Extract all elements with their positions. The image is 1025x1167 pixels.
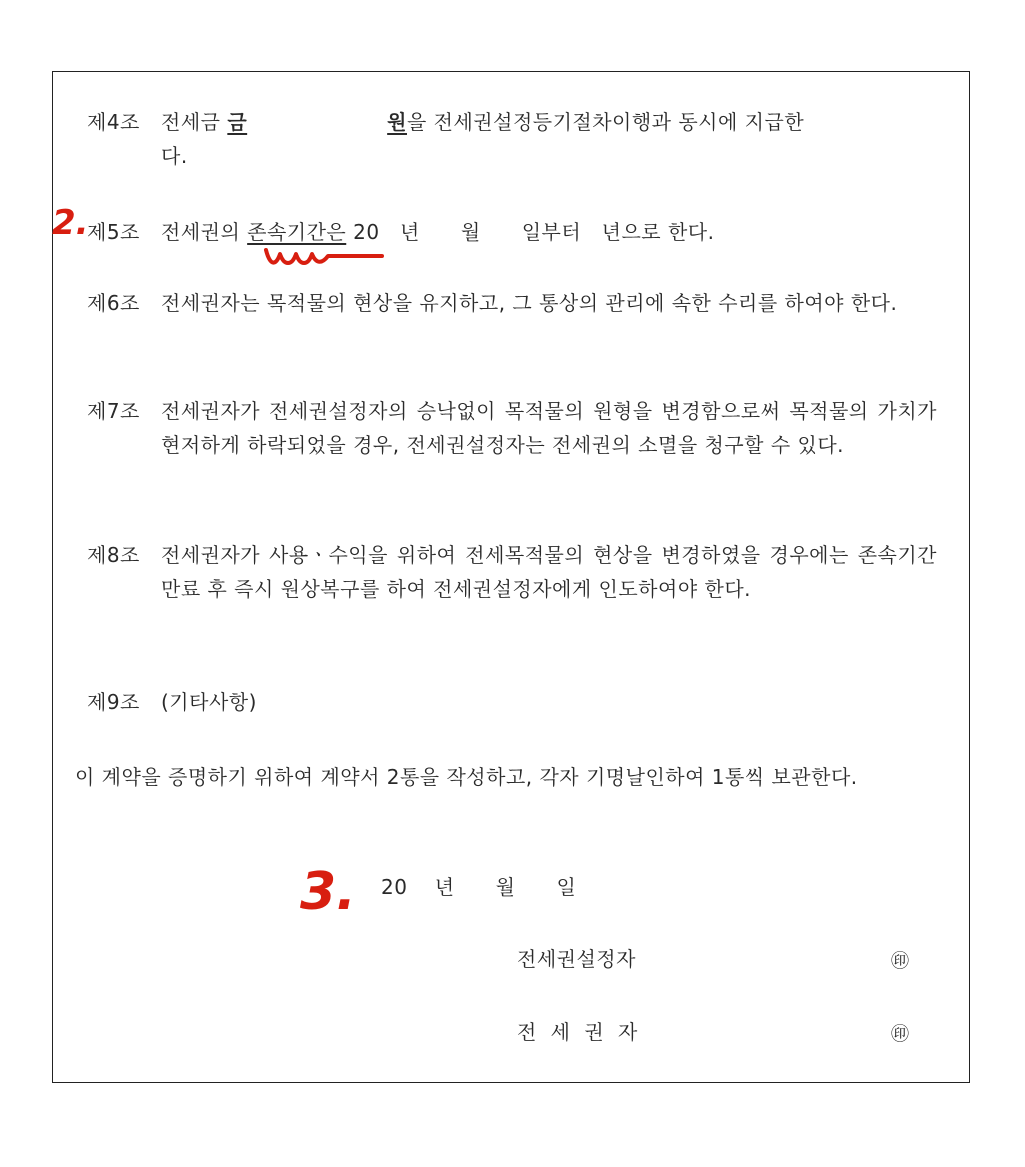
article-9-text: (기타사항) — [161, 690, 257, 714]
article-9-number: 제9조 — [87, 690, 140, 714]
closing-statement: 이 계약을 증명하기 위하여 계약서 2통을 작성하고, 각자 기명날인하여 1통씩 보관한다. — [75, 765, 858, 789]
article-5-lead: 전세권의 — [161, 220, 241, 244]
squiggle-underline — [262, 244, 392, 274]
annotation-mark-2: 2. — [52, 203, 89, 243]
article-4-number: 제4조 — [87, 110, 140, 134]
article-4-wrap: 다. — [161, 144, 188, 168]
lease-term-label: 존속기간은 — [247, 220, 347, 244]
article-4-lead: 전세금 — [161, 110, 221, 134]
annotation-mark-3: 3. — [300, 862, 356, 922]
article-6-text: 전세권자는 목적물의 현상을 유지하고, 그 통상의 관리에 속한 수리를 하여야 한다. — [161, 291, 898, 315]
grantee-label: 전 세 권 자 — [517, 1020, 642, 1044]
grantor-seal-mark: ㊞ — [891, 951, 909, 972]
contract-page — [52, 71, 970, 1083]
article-5-number: 제5조 — [87, 220, 140, 244]
article-7-number: 제7조 — [87, 399, 140, 423]
article-7-text: 전세권자가 전세권설정자의 승낙없이 목적물의 원형을 변경함으로써 목적물의 가치가 현저하게 하락되었을 경우, 전세권설정자는 전세권의 소멸을 청구할 수 있다. — [161, 399, 937, 457]
article-6-number: 제6조 — [87, 291, 140, 315]
grantee-seal-mark: ㊞ — [891, 1024, 909, 1045]
contract-date: 20 년 월 일 — [381, 875, 577, 899]
deposit-amount-field: 금 원 — [227, 110, 407, 134]
article-8-number: 제8조 — [87, 543, 140, 567]
article-5-text: 20 년 월 일부터 년으로 한다. — [353, 220, 715, 244]
grantor-label: 전세권설정자 — [517, 947, 636, 971]
article-4-text: 을 전세권설정등기절차이행과 동시에 지급한 — [406, 110, 805, 134]
article-8-text: 전세권자가 사용ㆍ수익을 위하여 전세목적물의 현상을 변경하였을 경우에는 존속기간 만료 후 즉시 원상복구를 하여 전세권설정자에게 인도하여야 한다. — [161, 543, 937, 601]
